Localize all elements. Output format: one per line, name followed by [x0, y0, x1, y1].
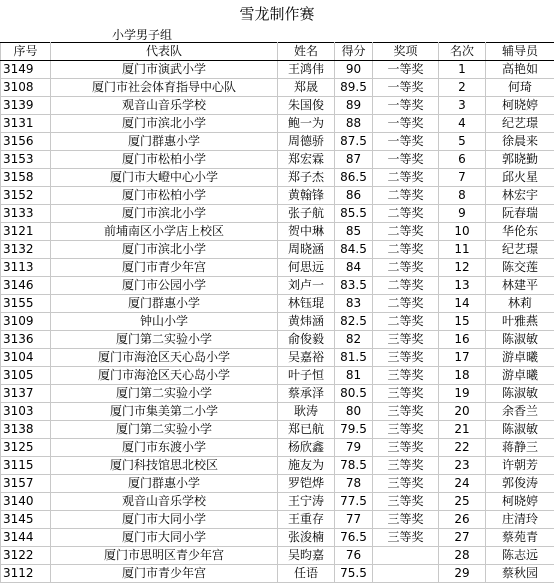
table-row: [1, 223, 554, 241]
cell-award[interactable]: 三等奖: [373, 403, 439, 421]
cell-score[interactable]: 89: [335, 97, 373, 115]
cell-rank[interactable]: 19: [439, 385, 486, 403]
cell-coach[interactable]: 华伦东: [486, 223, 554, 241]
table-body: [1, 61, 554, 583]
cell-score[interactable]: 75.5: [335, 565, 373, 583]
cell-score[interactable]: 89.5: [335, 79, 373, 97]
cell-coach[interactable]: 陈交莲: [486, 259, 554, 277]
cell-team[interactable]: 厦门市大同小学: [51, 511, 278, 529]
cell-rank[interactable]: 20: [439, 403, 486, 421]
cell-id[interactable]: 3158: [1, 169, 51, 187]
table-row: [1, 205, 554, 223]
cell-name[interactable]: 郑宏霖: [278, 151, 335, 169]
cell-score[interactable]: 80: [335, 403, 373, 421]
cell-score[interactable]: 90: [335, 61, 373, 79]
cell-id[interactable]: 3140: [1, 493, 51, 511]
cell-coach[interactable]: 蔡苑青: [486, 529, 554, 547]
cell-id[interactable]: 3152: [1, 187, 51, 205]
cell-score[interactable]: 85.5: [335, 205, 373, 223]
cell-award[interactable]: 三等奖: [373, 331, 439, 349]
cell-team[interactable]: 观音山音乐学校: [51, 97, 278, 115]
table-row: [1, 115, 554, 133]
cell-rank[interactable]: 13: [439, 277, 486, 295]
cell-rank[interactable]: 10: [439, 223, 486, 241]
cell-rank[interactable]: 29: [439, 565, 486, 583]
cell-name[interactable]: 施友为: [278, 457, 335, 475]
cell-id[interactable]: 3138: [1, 421, 51, 439]
cell-team[interactable]: 厦门市社会体育指导中心队: [51, 79, 278, 97]
cell-award[interactable]: 一等奖: [373, 133, 439, 151]
table-row: [1, 331, 554, 349]
table-row: [1, 493, 554, 511]
cell-award[interactable]: 三等奖: [373, 421, 439, 439]
cell-rank[interactable]: 4: [439, 115, 486, 133]
cell-score[interactable]: 88: [335, 115, 373, 133]
cell-id[interactable]: 3139: [1, 97, 51, 115]
cell-score[interactable]: 84.5: [335, 241, 373, 259]
header-cell-award[interactable]: 奖项: [373, 43, 439, 61]
cell-coach[interactable]: 游卓曦: [486, 367, 554, 385]
table-row: [1, 295, 554, 313]
cell-award[interactable]: 一等奖: [373, 79, 439, 97]
cell-id[interactable]: 3146: [1, 277, 51, 295]
cell-team[interactable]: 厦门市集美第二小学: [51, 403, 278, 421]
cell-score[interactable]: 82.5: [335, 313, 373, 331]
cell-award[interactable]: [373, 547, 439, 565]
cell-rank[interactable]: 18: [439, 367, 486, 385]
cell-award[interactable]: 二等奖: [373, 205, 439, 223]
cell-award[interactable]: 二等奖: [373, 223, 439, 241]
cell-score[interactable]: 86.5: [335, 169, 373, 187]
cell-award[interactable]: 三等奖: [373, 511, 439, 529]
cell-name[interactable]: 王宁涛: [278, 493, 335, 511]
cell-score[interactable]: 83: [335, 295, 373, 313]
table-row: [1, 313, 554, 331]
cell-id[interactable]: 3112: [1, 565, 51, 583]
header-row: [1, 43, 554, 61]
cell-name[interactable]: 叶子恒: [278, 367, 335, 385]
cell-award[interactable]: 二等奖: [373, 277, 439, 295]
cell-name[interactable]: 杨欣鑫: [278, 439, 335, 457]
group-subtitle-row: [0, 28, 554, 42]
header-cell-rank[interactable]: 名次: [439, 43, 486, 61]
cell-name[interactable]: 任语: [278, 565, 335, 583]
cell-rank[interactable]: 15: [439, 313, 486, 331]
cell-name[interactable]: 何思远: [278, 259, 335, 277]
cell-name[interactable]: 鲍一为: [278, 115, 335, 133]
cell-team[interactable]: 厦门群惠小学: [51, 295, 278, 313]
cell-id[interactable]: 3133: [1, 205, 51, 223]
cell-award[interactable]: 一等奖: [373, 115, 439, 133]
cell-team[interactable]: 厦门市东渡小学: [51, 439, 278, 457]
cell-award[interactable]: 二等奖: [373, 313, 439, 331]
cell-team[interactable]: 钟山小学: [51, 313, 278, 331]
cell-id[interactable]: 3155: [1, 295, 51, 313]
cell-award[interactable]: 二等奖: [373, 259, 439, 277]
cell-award[interactable]: 三等奖: [373, 367, 439, 385]
results-table: [0, 42, 554, 583]
table-row: [1, 151, 554, 169]
cell-team[interactable]: 厦门第二实验小学: [51, 421, 278, 439]
cell-score[interactable]: 76.5: [335, 529, 373, 547]
table-row: [1, 457, 554, 475]
cell-coach[interactable]: 游卓曦: [486, 349, 554, 367]
cell-score[interactable]: 80.5: [335, 385, 373, 403]
cell-score[interactable]: 82: [335, 331, 373, 349]
cell-name[interactable]: 蔡承泽: [278, 385, 335, 403]
cell-score[interactable]: 83.5: [335, 277, 373, 295]
header-cell-name[interactable]: 姓名: [278, 43, 335, 61]
header-cell-team[interactable]: 代表队: [51, 43, 278, 61]
cell-team[interactable]: 厦门市青少年宫: [51, 259, 278, 277]
table-row: [1, 565, 554, 583]
cell-team[interactable]: 厦门市松柏小学: [51, 151, 278, 169]
table-row: [1, 385, 554, 403]
cell-score[interactable]: 81: [335, 367, 373, 385]
cell-award[interactable]: 二等奖: [373, 169, 439, 187]
cell-team[interactable]: 厦门第二实验小学: [51, 385, 278, 403]
cell-rank[interactable]: 16: [439, 331, 486, 349]
cell-rank[interactable]: 23: [439, 457, 486, 475]
cell-rank[interactable]: 7: [439, 169, 486, 187]
cell-coach[interactable]: 蔡秋园: [486, 565, 554, 583]
cell-id[interactable]: 3121: [1, 223, 51, 241]
cell-team[interactable]: 厦门市松柏小学: [51, 187, 278, 205]
cell-coach[interactable]: 阮春瑞: [486, 205, 554, 223]
cell-award[interactable]: 三等奖: [373, 349, 439, 367]
cell-team[interactable]: 厦门市滨北小学: [51, 241, 278, 259]
cell-award[interactable]: 三等奖: [373, 493, 439, 511]
cell-team[interactable]: 厦门市滨北小学: [51, 205, 278, 223]
table-row: [1, 187, 554, 205]
cell-rank[interactable]: 27: [439, 529, 486, 547]
cell-id[interactable]: 3145: [1, 511, 51, 529]
cell-score[interactable]: 86: [335, 187, 373, 205]
cell-score[interactable]: 77: [335, 511, 373, 529]
cell-coach[interactable]: 陈淑敏: [486, 385, 554, 403]
cell-coach[interactable]: 纪艺璟: [486, 115, 554, 133]
cell-team[interactable]: 厦门市滨北小学: [51, 115, 278, 133]
cell-award[interactable]: 三等奖: [373, 385, 439, 403]
cell-award[interactable]: 二等奖: [373, 241, 439, 259]
table-row: [1, 133, 554, 151]
table-row: [1, 97, 554, 115]
cell-name[interactable]: 吴昀嘉: [278, 547, 335, 565]
cell-id[interactable]: 3103: [1, 403, 51, 421]
cell-coach[interactable]: 陈志远: [486, 547, 554, 565]
cell-rank[interactable]: 28: [439, 547, 486, 565]
cell-rank[interactable]: 11: [439, 241, 486, 259]
cell-id[interactable]: 3136: [1, 331, 51, 349]
cell-name[interactable]: 林钰琨: [278, 295, 335, 313]
table-row: [1, 529, 554, 547]
cell-rank[interactable]: 25: [439, 493, 486, 511]
cell-team[interactable]: 厦门市演武小学: [51, 61, 278, 79]
cell-coach[interactable]: 柯晓婷: [486, 493, 554, 511]
cell-award[interactable]: 三等奖: [373, 439, 439, 457]
cell-id[interactable]: 3115: [1, 457, 51, 475]
cell-name[interactable]: 朱国俊: [278, 97, 335, 115]
cell-award[interactable]: 一等奖: [373, 151, 439, 169]
cell-team[interactable]: 厦门市青少年宫: [51, 565, 278, 583]
cell-rank[interactable]: 2: [439, 79, 486, 97]
cell-team[interactable]: 厦门市思明区青少年宫: [51, 547, 278, 565]
table-row: [1, 79, 554, 97]
cell-name[interactable]: 黄炜涵: [278, 313, 335, 331]
table-row: [1, 61, 554, 79]
cell-team[interactable]: 厦门市大同小学: [51, 529, 278, 547]
cell-name[interactable]: 周德骄: [278, 133, 335, 151]
cell-name[interactable]: 刘卢一: [278, 277, 335, 295]
table-row: [1, 421, 554, 439]
cell-team[interactable]: 厦门科技馆思北校区: [51, 457, 278, 475]
cell-team[interactable]: 观音山音乐学校: [51, 493, 278, 511]
cell-rank[interactable]: 24: [439, 475, 486, 493]
cell-team[interactable]: 厦门群惠小学: [51, 133, 278, 151]
cell-coach[interactable]: 余香兰: [486, 403, 554, 421]
cell-id[interactable]: 3156: [1, 133, 51, 151]
header-cell-coach[interactable]: 辅导员: [486, 43, 554, 61]
table-row: [1, 367, 554, 385]
cell-coach[interactable]: 柯晓婷: [486, 97, 554, 115]
cell-team[interactable]: 厦门市公园小学: [51, 277, 278, 295]
cell-award[interactable]: 二等奖: [373, 295, 439, 313]
cell-score[interactable]: 79.5: [335, 421, 373, 439]
cell-coach[interactable]: 纪艺璟: [486, 241, 554, 259]
cell-name[interactable]: 黄翰锋: [278, 187, 335, 205]
cell-coach[interactable]: 许朝芳: [486, 457, 554, 475]
cell-coach[interactable]: 高艳如: [486, 61, 554, 79]
cell-coach[interactable]: 蒋静三: [486, 439, 554, 457]
cell-team[interactable]: 厦门市大嶝中心小学: [51, 169, 278, 187]
cell-rank[interactable]: 22: [439, 439, 486, 457]
cell-id[interactable]: 3108: [1, 79, 51, 97]
table-row: [1, 511, 554, 529]
cell-name[interactable]: 俞俊毅: [278, 331, 335, 349]
cell-coach[interactable]: 庄清玲: [486, 511, 554, 529]
cell-team[interactable]: 前埔南区小学店上校区: [51, 223, 278, 241]
cell-score[interactable]: 87.5: [335, 133, 373, 151]
table-row: [1, 475, 554, 493]
table-row: [1, 259, 554, 277]
cell-score[interactable]: 85: [335, 223, 373, 241]
cell-score[interactable]: 78.5: [335, 457, 373, 475]
table-row: [1, 547, 554, 565]
cell-award[interactable]: 一等奖: [373, 97, 439, 115]
cell-rank[interactable]: 6: [439, 151, 486, 169]
cell-rank[interactable]: 12: [439, 259, 486, 277]
cell-award[interactable]: 二等奖: [373, 187, 439, 205]
group-subtitle: 小学男子组: [112, 28, 173, 42]
cell-award[interactable]: 三等奖: [373, 529, 439, 547]
cell-coach[interactable]: 陈淑敏: [486, 331, 554, 349]
cell-id[interactable]: 3137: [1, 385, 51, 403]
cell-name[interactable]: 耿涛: [278, 403, 335, 421]
cell-name[interactable]: 吴嘉裕: [278, 349, 335, 367]
cell-id[interactable]: 3153: [1, 151, 51, 169]
table-row: [1, 439, 554, 457]
cell-id[interactable]: 3109: [1, 313, 51, 331]
cell-name[interactable]: 贺中琳: [278, 223, 335, 241]
cell-team[interactable]: 厦门第二实验小学: [51, 331, 278, 349]
cell-award[interactable]: 一等奖: [373, 61, 439, 79]
cell-id[interactable]: 3131: [1, 115, 51, 133]
table-row: [1, 277, 554, 295]
cell-rank[interactable]: 21: [439, 421, 486, 439]
cell-score[interactable]: 79: [335, 439, 373, 457]
cell-name[interactable]: 郑子杰: [278, 169, 335, 187]
header-cell-score[interactable]: 得分: [335, 43, 373, 61]
cell-coach[interactable]: 林宏宇: [486, 187, 554, 205]
cell-name[interactable]: 王重存: [278, 511, 335, 529]
cell-team[interactable]: 厦门群惠小学: [51, 475, 278, 493]
cell-name[interactable]: 周晓涵: [278, 241, 335, 259]
cell-rank[interactable]: 26: [439, 511, 486, 529]
table-row: [1, 349, 554, 367]
cell-id[interactable]: 3149: [1, 61, 51, 79]
cell-name[interactable]: 郑已航: [278, 421, 335, 439]
table-row: [1, 241, 554, 259]
cell-name[interactable]: 张浚楠: [278, 529, 335, 547]
cell-coach[interactable]: 林建平: [486, 277, 554, 295]
cell-coach[interactable]: 叶雅燕: [486, 313, 554, 331]
cell-coach[interactable]: 何琦: [486, 79, 554, 97]
cell-rank[interactable]: 9: [439, 205, 486, 223]
cell-score[interactable]: 84: [335, 259, 373, 277]
cell-score[interactable]: 76: [335, 547, 373, 565]
cell-coach[interactable]: 郭俊涛: [486, 475, 554, 493]
cell-rank[interactable]: 1: [439, 61, 486, 79]
cell-id[interactable]: 3105: [1, 367, 51, 385]
cell-id[interactable]: 3104: [1, 349, 51, 367]
cell-name[interactable]: 张子航: [278, 205, 335, 223]
cell-name[interactable]: 郑晟: [278, 79, 335, 97]
cell-award[interactable]: [373, 565, 439, 583]
cell-rank[interactable]: 5: [439, 133, 486, 151]
table-row: [1, 169, 554, 187]
cell-coach[interactable]: 邱火星: [486, 169, 554, 187]
cell-name[interactable]: 王鸿伟: [278, 61, 335, 79]
cell-coach[interactable]: 徐晨来: [486, 133, 554, 151]
cell-score[interactable]: 81.5: [335, 349, 373, 367]
cell-rank[interactable]: 17: [439, 349, 486, 367]
cell-coach[interactable]: 陈淑敏: [486, 421, 554, 439]
cell-rank[interactable]: 8: [439, 187, 486, 205]
cell-award[interactable]: 三等奖: [373, 457, 439, 475]
cell-team[interactable]: 厦门市海沧区天心岛小学: [51, 349, 278, 367]
cell-rank[interactable]: 14: [439, 295, 486, 313]
cell-id[interactable]: 3125: [1, 439, 51, 457]
cell-coach[interactable]: 郭晓勤: [486, 151, 554, 169]
cell-team[interactable]: 厦门市海沧区天心岛小学: [51, 367, 278, 385]
cell-coach[interactable]: 林莉: [486, 295, 554, 313]
cell-id[interactable]: 3132: [1, 241, 51, 259]
cell-id[interactable]: 3113: [1, 259, 51, 277]
cell-id[interactable]: 3122: [1, 547, 51, 565]
sheet-title: 雪龙制作赛: [239, 5, 315, 23]
header-cell-id[interactable]: 序号: [1, 43, 51, 61]
cell-rank[interactable]: 3: [439, 97, 486, 115]
cell-id[interactable]: 3157: [1, 475, 51, 493]
cell-name[interactable]: 罗铠烨: [278, 475, 335, 493]
cell-id[interactable]: 3144: [1, 529, 51, 547]
cell-score[interactable]: 77.5: [335, 493, 373, 511]
cell-score[interactable]: 78: [335, 475, 373, 493]
cell-score[interactable]: 87: [335, 151, 373, 169]
table-row: [1, 403, 554, 421]
cell-award[interactable]: 三等奖: [373, 475, 439, 493]
